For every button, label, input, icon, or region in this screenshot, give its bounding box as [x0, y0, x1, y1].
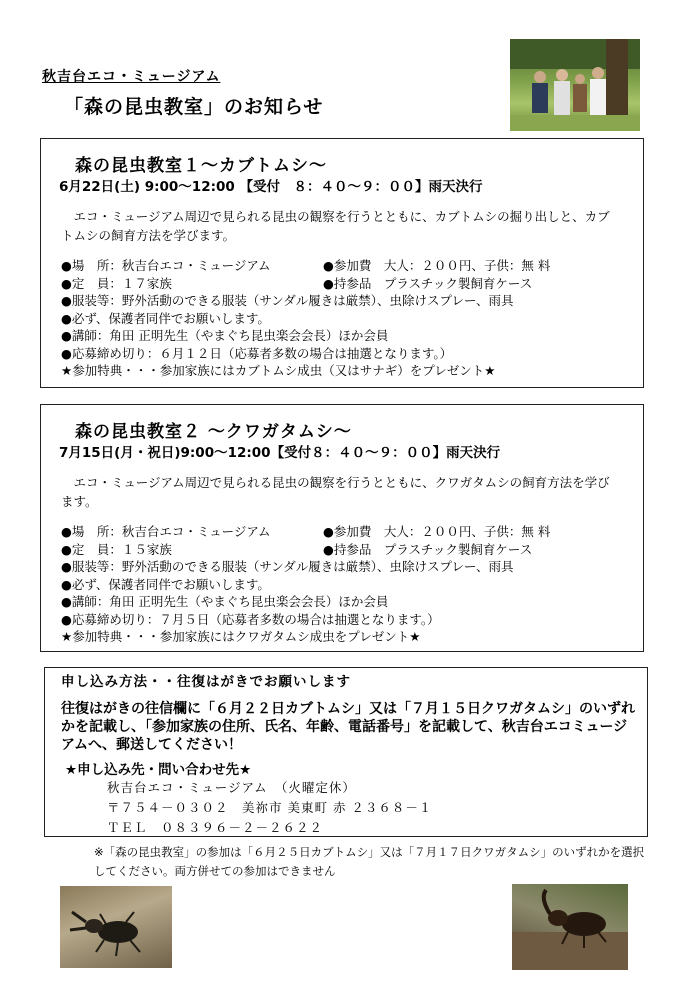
event1-clothing: ●服装等：野外活動のできる服装（サンダル履きは厳禁）、虫除けスプレー、雨具 — [61, 293, 514, 308]
contact-tel: ＴＥＬ ０８３９６－２－２６２２ — [107, 820, 324, 835]
photo-stag-beetle — [60, 886, 172, 968]
event2-fee: ●参加費 大人：２００円、子供：無 料 — [323, 524, 551, 539]
event1-details — [61, 257, 551, 380]
apply-box — [44, 667, 648, 837]
event2-clothing: ●服装等：野外活動のできる服装（サンダル履きは厳禁）、虫除けスプレー、雨具 — [61, 559, 514, 574]
event1-title: 森の昆虫教室１～カブトムシ～ — [75, 156, 327, 176]
photo-participants — [510, 39, 640, 131]
event2-intro: エコ・ミュージアム周辺で見られる昆虫の観察を行うとともに、クワガタムシの飼育方法を学びます。 — [61, 475, 610, 509]
event2-title: 森の昆虫教室２ ～クワガタムシ～ — [75, 422, 352, 442]
stag-beetle-illustration — [60, 886, 172, 968]
contact-heading: ★申し込み先・問い合わせ先★ — [65, 762, 252, 778]
event2-place: ●場 所：秋吉台エコ・ミュージアム — [61, 524, 271, 539]
event2-capacity: ●定 員：１５家族 — [61, 541, 172, 557]
event1-guardian: ●必ず、保護者同伴でお願いします。 — [61, 310, 270, 326]
event1-date: 6月22日(土) 9:00～12:00 【受付 ８：４０～９：００】雨天決行 — [59, 179, 483, 195]
apply-instructions: 往復はがきの往信欄に「６月２２日カブトムシ」又は「７月１５日クワガタムシ」のいずれかを記載し、「参加家族の住所、氏名、年齢、電話番号」を記載して、秋吉台エコミュージアムへ、郵送してください！ — [61, 701, 635, 753]
event2-deadline: ●応募締め切り：７月５日（応募者多数の場合は抽選となります。） — [61, 611, 440, 627]
event2-date: 7月15日(月・祝日)9:00～12:00【受付８：４０～９：００】雨天決行 — [59, 445, 501, 461]
contact-name: 秋吉台エコ・ミュージアム （火曜定休） — [107, 780, 356, 795]
rhinoceros-beetle-illustration — [512, 884, 628, 970]
event1-place: ●場 所：秋吉台エコ・ミュージアム — [61, 258, 271, 273]
event1-bonus: ★参加特典・・・参加家族にはカブトムシ成虫（又はサナギ）をプレゼント★ — [61, 363, 496, 378]
event1-capacity: ●定 員：１７家族 — [61, 275, 172, 291]
event1-lecturer: ●講師：角田 正明先生（やまぐち昆虫楽会会長）ほか会員 — [61, 328, 389, 343]
contact-address: 〒７５４－０３０２ 美祢市 美東町 赤 ２３６８－１ — [107, 800, 433, 815]
event2-box — [40, 404, 644, 652]
event1-bring: ●持参品 プラスチック製飼育ケース — [323, 275, 533, 291]
event1-deadline: ●応募締め切り：６月１２日（応募者多数の場合は抽選となります。） — [61, 345, 453, 361]
event2-lecturer: ●講師：角田 正明先生（やまぐち昆虫楽会会長）ほか会員 — [61, 594, 389, 609]
event1-intro: エコ・ミュージアム周辺で見られる昆虫の観察を行うとともに、カブトムシの掘り出しと、カブトムシの飼育方法を学びます。 — [61, 209, 610, 243]
event2-guardian: ●必ず、保護者同伴でお願いします。 — [61, 576, 270, 592]
photo-rhinoceros-beetle — [512, 884, 628, 970]
event2-bonus: ★参加特典・・・参加家族にはクワガタムシ成虫をプレゼント★ — [61, 629, 421, 644]
photo-participants-illustration — [510, 39, 640, 131]
organization-name: 秋吉台エコ・ミュージアム — [42, 69, 221, 85]
event2-details — [61, 523, 551, 646]
apply-title: 申し込み方法・・往復はがきでお願いします — [61, 674, 351, 690]
contact-info — [107, 778, 432, 838]
event2-bring: ●持参品 プラスチック製飼育ケース — [323, 541, 533, 557]
event1-fee: ●参加費 大人：２００円、子供：無 料 — [323, 258, 551, 273]
page-title: 「森の昆虫教室」のお知らせ — [64, 96, 324, 118]
event1-box — [40, 138, 644, 388]
participation-note: ※「森の昆虫教室」の参加は「６月２５日カブトムシ」又は「７月１７日クワガタムシ」のいずれかを選択してください。両方併せての参加はできません — [94, 845, 645, 878]
